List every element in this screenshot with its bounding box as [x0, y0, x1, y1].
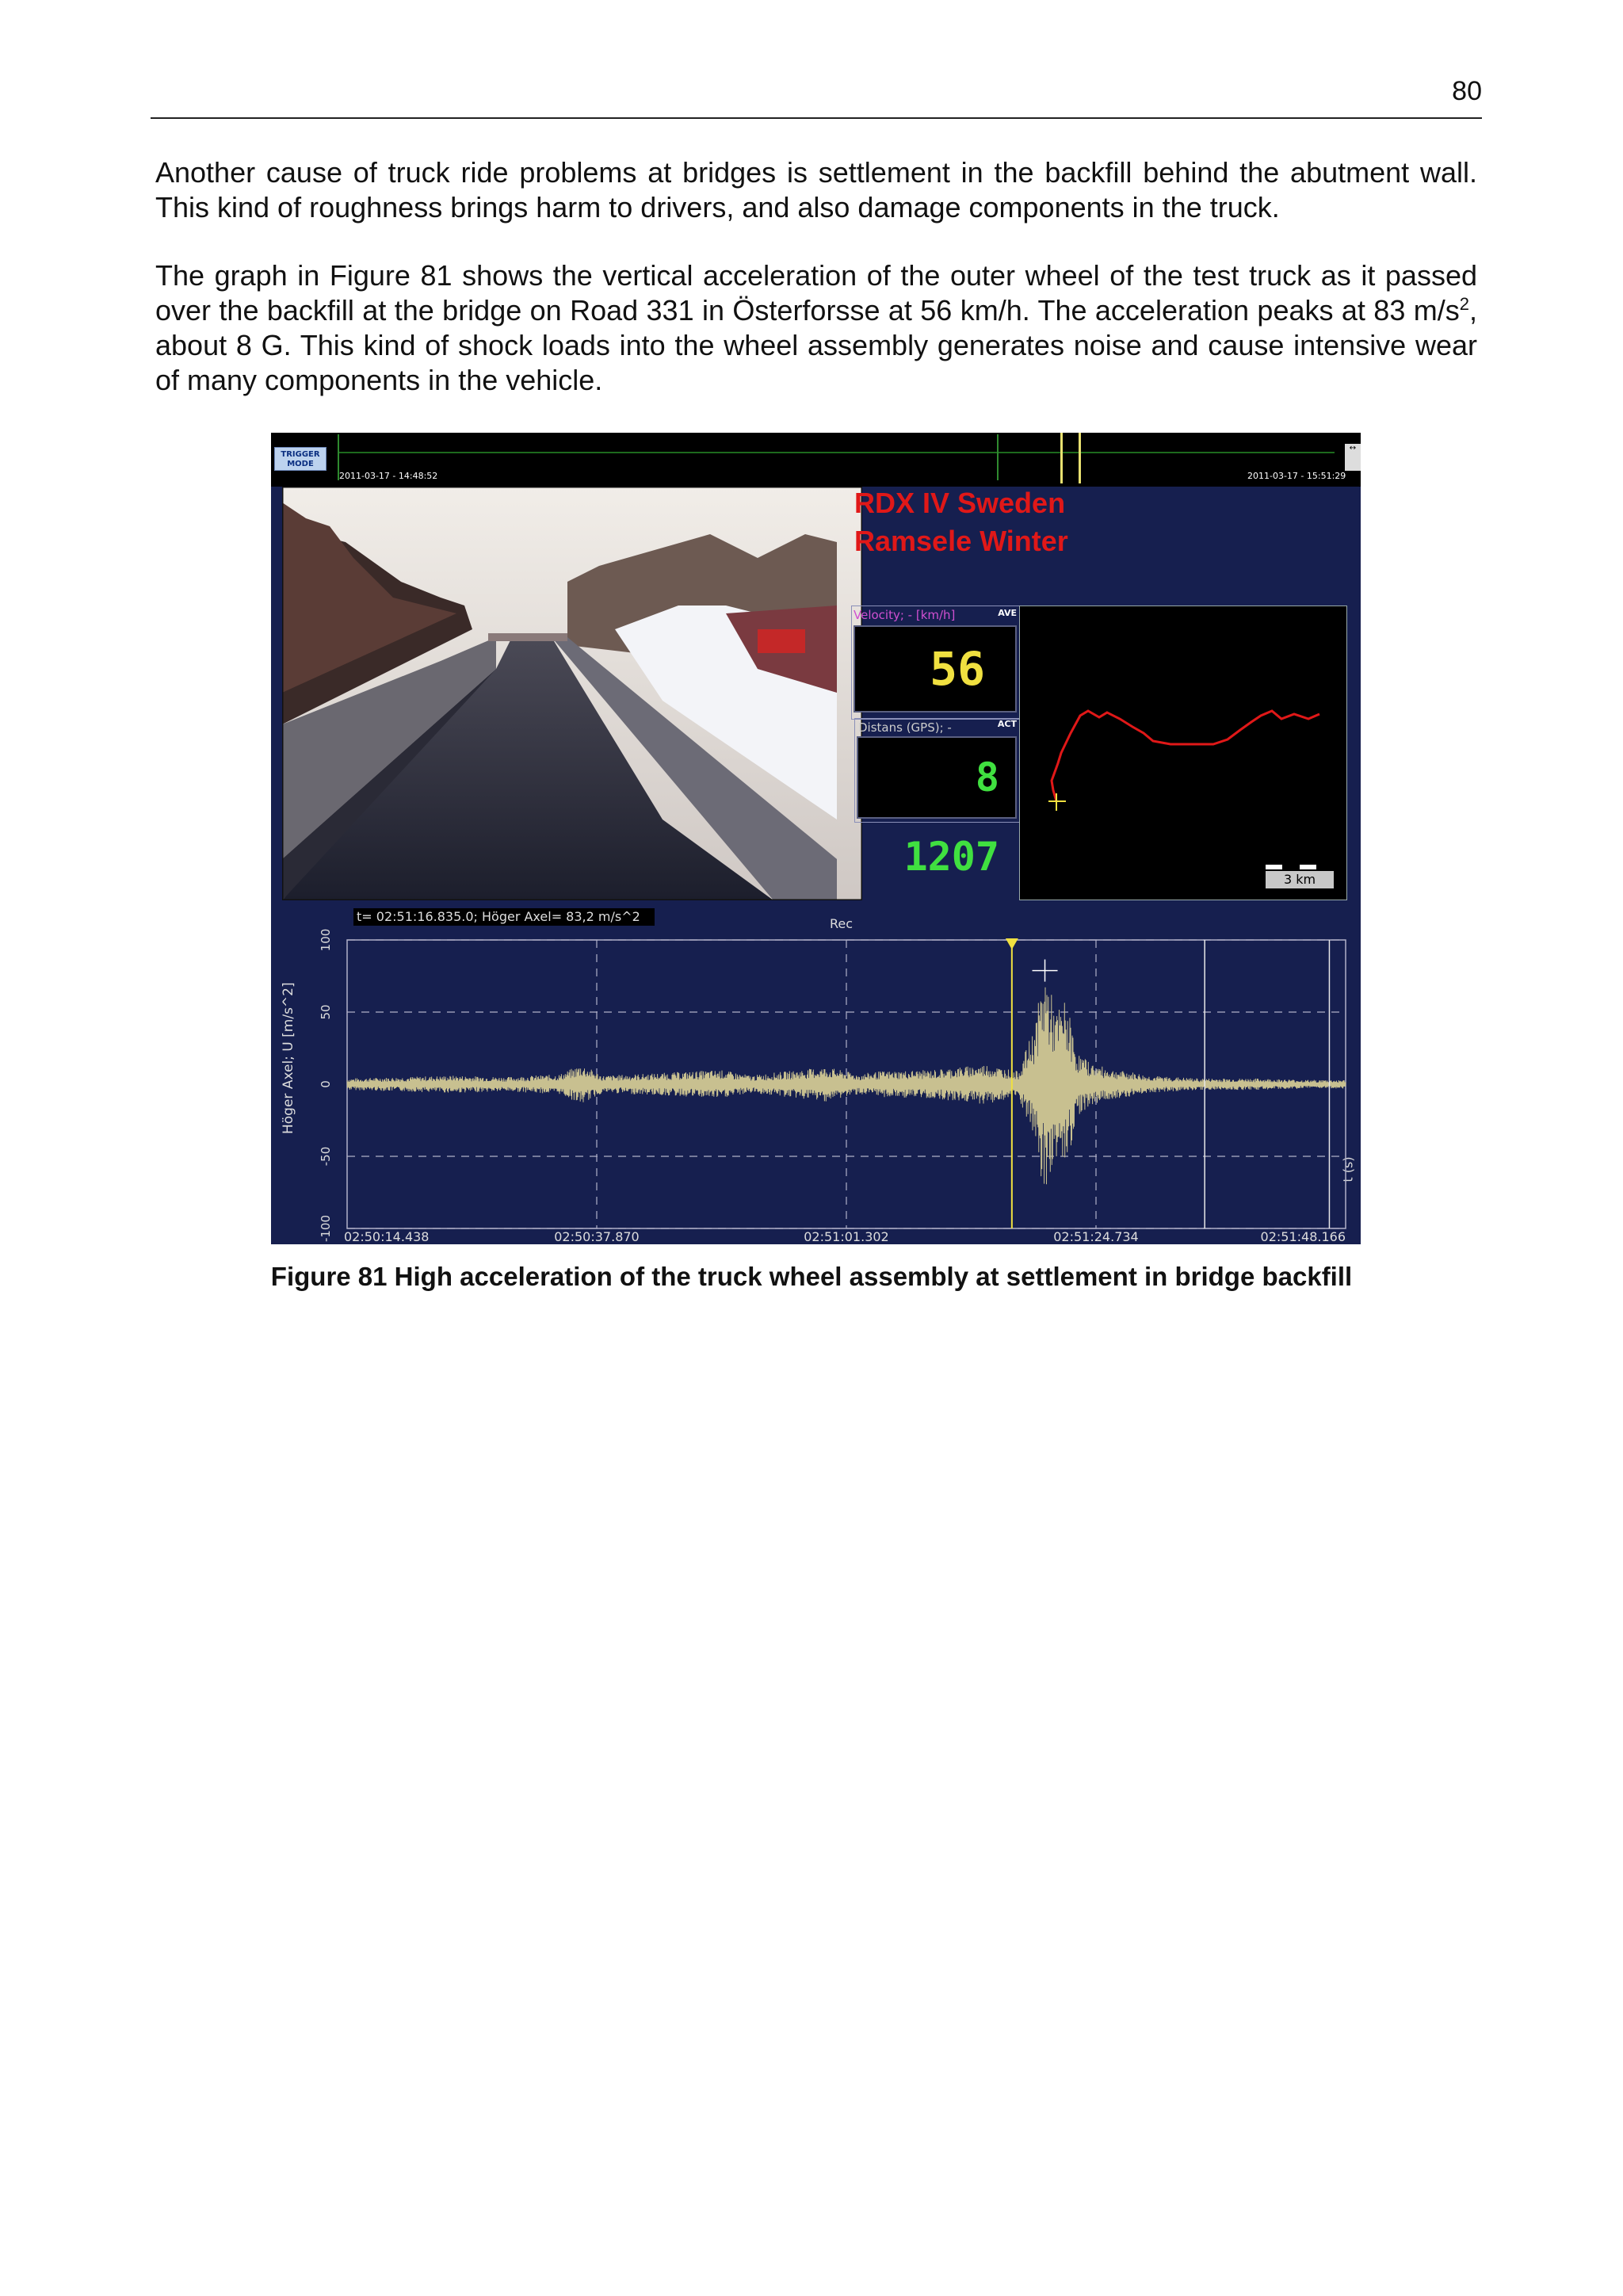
title-line-2: Ramsele Winter: [854, 525, 1068, 557]
y-tick-label: -100: [319, 1214, 333, 1243]
x-tick-label: 02:50:37.870: [554, 1229, 640, 1244]
page-number: 80: [1452, 76, 1482, 106]
velocity-tag: AVE: [998, 608, 1017, 618]
x-tick-label: 02:50:14.438: [344, 1229, 430, 1244]
header-rule: [151, 117, 1482, 119]
paragraph-2-text-b: , about 8 G. This kind of shock loads into the wheel assembly generates noise and cause intensive wear of many components in the vehicle.: [155, 294, 1477, 396]
figure-screenshot: [271, 433, 1361, 1244]
end-datetime: 2011-03-17 - 15:51:29: [1247, 471, 1346, 481]
paragraph-2-text-a: The graph in Figure 81 shows the vertical acceleration of the outer wheel of the test truck as it passed over the backfill at the bridge on Road 331 in Österforsse at 56 km/h. The acceleration peaks at 83 m/s: [155, 259, 1477, 327]
y-tick-label: 50: [319, 1004, 333, 1020]
distance-display: 8 1207: [857, 736, 1017, 819]
figure-caption: Figure 81 High acceleration of the truck wheel assembly at settlement in bridge backfill: [270, 1262, 1353, 1291]
acceleration-chart[interactable]: [271, 433, 1361, 1244]
rec-label: Rec: [830, 916, 854, 931]
paragraph-1: Another cause of truck ride problems at bridges is settlement in the backfill behind the abutment wall. This kind of roughness brings harm to drivers, and also damage components in the truck.: [155, 156, 1477, 223]
t-axis-label: t (s): [1340, 1156, 1356, 1182]
start-datetime: 2011-03-17 - 14:48:52: [339, 471, 438, 481]
distance-label: Distans (GPS); -: [858, 720, 952, 735]
y-axis-label: Höger Axel; U [m/s^2]: [281, 982, 296, 1134]
cursor-marker-icon: [1006, 938, 1018, 949]
y-tick-label: -50: [319, 1146, 333, 1167]
superscript: 2: [1459, 294, 1469, 314]
x-tick-label: 02:51:48.166: [1260, 1229, 1346, 1244]
paragraph-2: [155, 258, 1477, 398]
x-tick-label: 02:51:24.734: [1053, 1229, 1139, 1244]
distance-tag: ACT: [997, 719, 1017, 729]
velocity-label: Velocity; - [km/h]: [854, 608, 956, 622]
y-tick-label: 0: [319, 1080, 333, 1088]
cursor-readout: t= 02:51:16.835.0; Höger Axel= 83,2 m/s^2: [353, 908, 655, 926]
scale-label: 3 km: [1266, 871, 1334, 888]
trigger-mode-button[interactable]: TRIGGER MODE: [274, 447, 327, 471]
x-tick-label: 02:51:01.302: [804, 1229, 889, 1244]
velocity-display: 56: [854, 625, 1017, 712]
zoom-icon[interactable]: ↔: [1345, 444, 1361, 471]
title-line-1: RDX IV Sweden: [854, 487, 1066, 519]
y-tick-label: 100: [319, 928, 333, 952]
